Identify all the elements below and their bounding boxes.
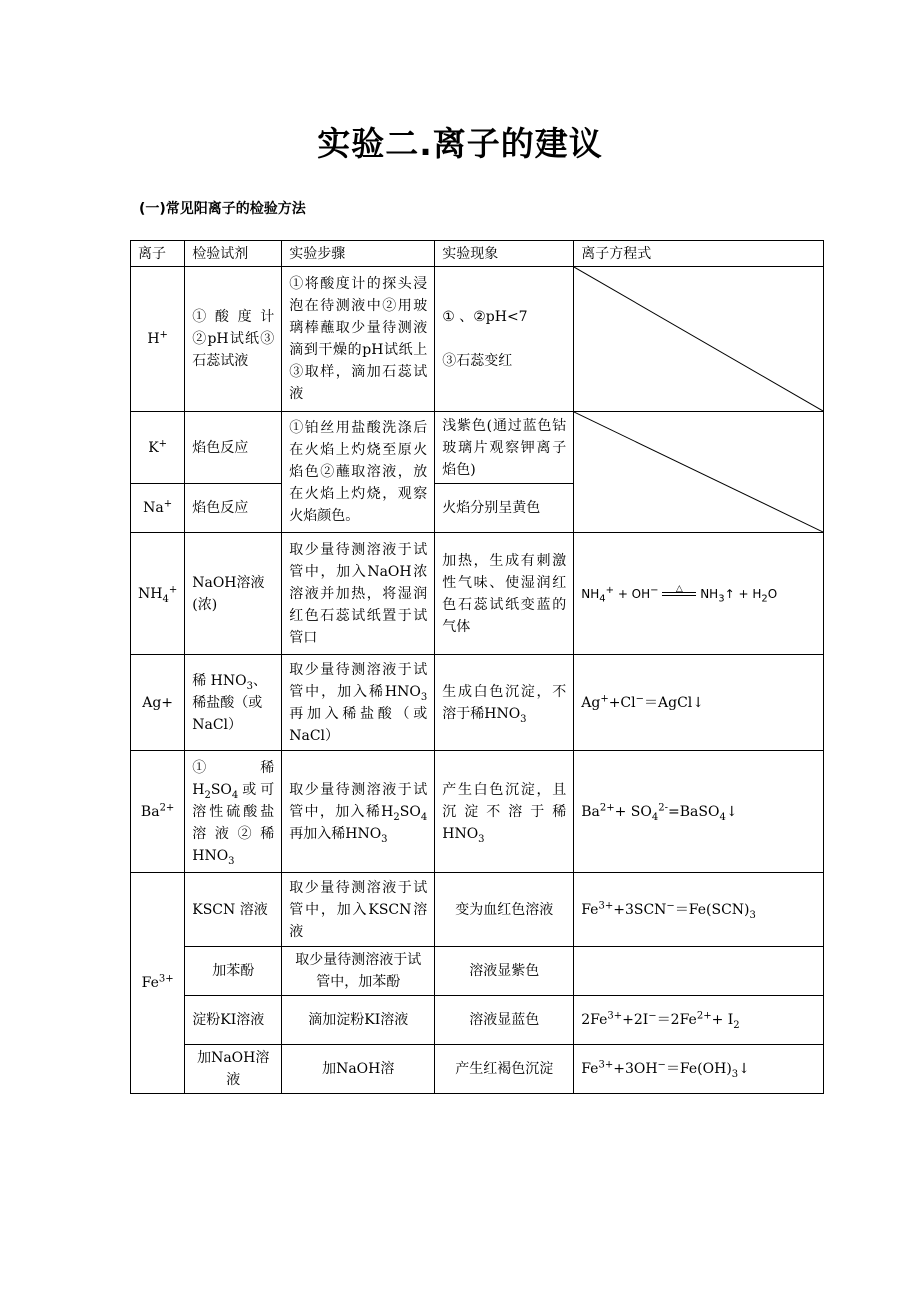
table-row-k: [131, 412, 824, 484]
header-phenomenon: 实验现象: [435, 241, 574, 267]
phenomenon-cell: ① 、②pH<7 ③石蕊变红: [435, 267, 574, 412]
equation-cell-empty: [574, 947, 824, 996]
equation-cell: $Fe^{3+}+3SCN^-=Fe(SCN)_3$: [574, 873, 824, 947]
reagent-cell: KSCN 溶液: [185, 873, 282, 947]
reagent-cell: ①酸度计②pH试纸③石蕊试液: [185, 267, 282, 412]
equation-cell-empty: [574, 412, 824, 533]
phenomenon-cell: 浅紫色(通过蓝色钴玻璃片观察钾离子焰色): [435, 412, 574, 484]
phenomenon-cell: 变为血红色溶液: [435, 873, 574, 947]
header-reagent: 检验试剂: [185, 241, 282, 267]
header-ion: 离子: [131, 241, 185, 267]
header-equation: 离子方程式: [574, 241, 824, 267]
reagent-cell: 淀粉KI溶液: [185, 996, 282, 1045]
steps-cell: 滴加淀粉KI溶液: [282, 996, 435, 1045]
equation-cell: $2Fe^{3+}+2I^-=2Fe^{2+}+ I_2$: [574, 996, 824, 1045]
ion-cell: $Fe^{3+}$: [131, 873, 185, 1094]
steps-cell: 取少量待测溶液于试管中，加入稀$H_2SO_4$再加入稀$HNO_3$: [282, 751, 435, 873]
table-header-row: [131, 241, 824, 267]
phenomenon-cell: 产生红褐色沉淀: [435, 1045, 574, 1094]
steps-cell: 取少量待测溶液于试管中，加入KSCN溶液: [282, 873, 435, 947]
phenomenon-cell: 溶液显蓝色: [435, 996, 574, 1045]
table-row-fe-phenol: [131, 947, 824, 996]
header-steps: 实验步骤: [282, 241, 435, 267]
section-heading: (一)常见阳离子的检验方法: [139, 201, 306, 217]
phenomenon-cell: 加热，生成有刺激性气味、使湿润红色石蕊试纸变蓝的气体: [435, 533, 574, 655]
table-row-ag: [131, 655, 824, 751]
equation-cell: $Ba^{2+}+$ $SO_4^{2-}=BaSO_4↓$: [574, 751, 824, 873]
reagent-cell: 焰色反应: [185, 412, 282, 484]
table-row-ba: [131, 751, 824, 873]
ion-cell: $Ba^{2+}$: [131, 751, 185, 873]
equation-cell: Ag++Cl−＝AgCl↓: [574, 655, 824, 751]
steps-cell: ①铂丝用盐酸洗涤后在火焰上灼烧至原火焰色②蘸取溶液，放在火焰上灼烧，观察火焰颜色。: [282, 412, 435, 533]
diagonal-slash: [574, 412, 823, 532]
diagonal-slash: [574, 267, 823, 411]
reagent-cell: NaOH溶液(浓): [185, 533, 282, 655]
table-row-fe-naoh: [131, 1045, 824, 1094]
phenomenon-cell: 产生白色沉淀，且沉淀不溶于稀$HNO_3$: [435, 751, 574, 873]
table-row-nh4: [131, 533, 824, 655]
steps-cell: 加NaOH溶: [282, 1045, 435, 1094]
table-row-fe-ki: [131, 996, 824, 1045]
reagent-cell: 稀 $HNO_3$、稀盐酸（或NaCl）: [185, 655, 282, 751]
table-row-h: [131, 267, 824, 412]
reagent-cell: 焰色反应: [185, 484, 282, 533]
page-title: 实验二.离子的建议: [317, 124, 603, 163]
ion-test-table: [130, 240, 824, 1094]
ion-cell: K+: [131, 412, 185, 484]
equation-cell: $Fe^{3+}+3OH^-=Fe(OH)_3↓$: [574, 1045, 824, 1094]
table-row-fe-kscn: [131, 873, 824, 947]
steps-cell: 取少量待测溶液于试管中，加苯酚: [282, 947, 435, 996]
ion-cell: Ag+: [131, 655, 185, 751]
steps-cell: 取少量待测溶液于试管中，加入NaOH浓溶液并加热，将湿润红色石蕊试纸置于试管口: [282, 533, 435, 655]
steps-cell: ①将酸度计的探头浸泡在待测液中②用玻璃棒蘸取少量待测液滴到干燥的pH试纸上③取样，滴加石蕊试液: [282, 267, 435, 412]
ion-cell: H+: [131, 267, 185, 412]
reagent-cell: 加苯酚: [185, 947, 282, 996]
phenomenon-cell: 生成白色沉淀，不溶于稀$HNO_3$: [435, 655, 574, 751]
phenomenon-cell: 溶液显紫色: [435, 947, 574, 996]
equation-cell: $NH_4^+ + OH^-$ △ $NH_3↑ + H_2O$: [574, 533, 824, 655]
ion-cell: $NH_4^+$: [131, 533, 185, 655]
ion-cell: Na+: [131, 484, 185, 533]
reagent-cell: 加NaOH溶液: [185, 1045, 282, 1094]
phenomenon-cell: 火焰分别呈黄色: [435, 484, 574, 533]
equation-cell-empty: [574, 267, 824, 412]
reagent-cell: ① 稀 $H_2SO_4$或可溶性硫酸盐溶液②稀$HNO_3$: [185, 751, 282, 873]
steps-cell: 取少量待测溶液于试管中，加入稀$HNO_3$再加入稀盐酸（或NaCl）: [282, 655, 435, 751]
